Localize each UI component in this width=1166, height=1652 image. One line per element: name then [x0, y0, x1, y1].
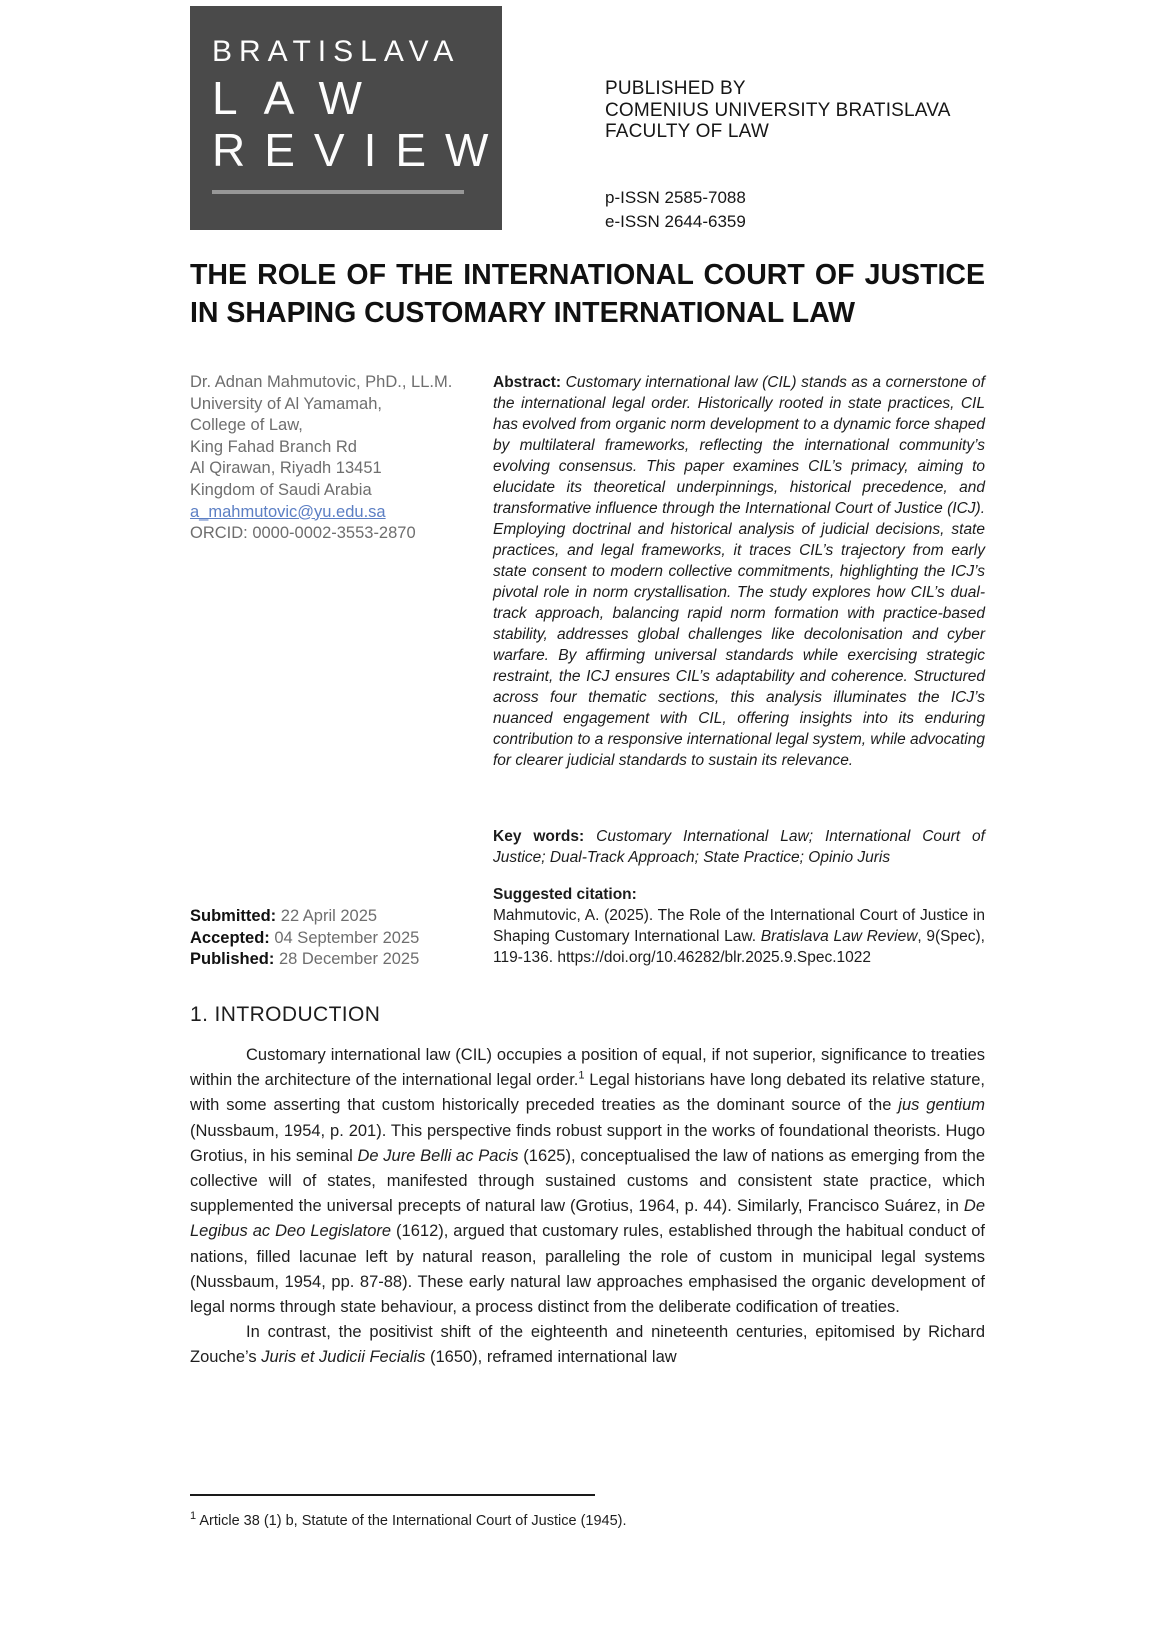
- article-title: [190, 256, 985, 332]
- accepted-date-row: [190, 928, 490, 950]
- abstract-label: Abstract:: [493, 374, 562, 391]
- author-orcid: ORCID: 0000-0002-3553-2870: [190, 524, 416, 543]
- footnote-1: [190, 1512, 985, 1531]
- author-email-link[interactable]: a_mahmutovic@yu.edu.sa: [190, 502, 386, 521]
- print-issn: p-ISSN 2585-7088: [605, 188, 746, 207]
- suggested-citation-text: Mahmutovic, A. (2025). The Role of the International Court of Justice in Shaping Customary International Law. Bratislava Law Review, 9(Spec), 119-136. https://doi.org/10.46282/blr.2025.9.Spec.1022: [493, 907, 985, 966]
- accepted-value: 04 September 2025: [274, 928, 420, 947]
- keywords-text: Customary International Law; International Court of Justice; Dual-Track Approach; State Practice; Opinio Juris: [493, 828, 985, 866]
- abstract: [493, 372, 985, 771]
- body-paragraph-2: In contrast, the positivist shift of the eighteenth and nineteenth centuries, epitomised by Richard Zouche’s Juris et Judicii Fecialis (1650), reframed international law: [190, 1323, 985, 1367]
- electronic-issn: e-ISSN 2644-6359: [605, 211, 746, 231]
- logo-word-review: REVIEW: [212, 124, 508, 176]
- footnote-separator: [190, 1494, 595, 1496]
- published-by-line: COMENIUS UNIVERSITY BRATISLAVA: [605, 99, 951, 121]
- author-address: Al Qirawan, Riyadh 13451: [190, 459, 382, 478]
- published-date-row: [190, 949, 490, 971]
- article-dates: [190, 906, 490, 971]
- logo-divider: [212, 190, 464, 194]
- logo-word-bratislava: BRATISLAVA: [212, 35, 461, 68]
- published-label: Published:: [190, 950, 275, 969]
- journal-logo: [190, 6, 508, 230]
- published-by-line: PUBLISHED BY: [605, 78, 746, 99]
- author-block: [190, 372, 490, 545]
- logo-word-law: LAW: [212, 72, 388, 124]
- published-value: 28 December 2025: [278, 950, 420, 969]
- section-heading-introduction: 1. INTRODUCTION: [190, 1003, 381, 1026]
- suggested-citation: [493, 884, 985, 968]
- author-name: Dr. Adnan Mahmutovic, PhD., LL.M.: [190, 373, 453, 391]
- author-affiliation: University of Al Yamamah,: [190, 394, 382, 413]
- footnote-text: Article 38 (1) b, Statute of the International Court of Justice (1945).: [196, 1513, 627, 1529]
- issn-block: [605, 186, 746, 233]
- submitted-label: Submitted:: [190, 907, 277, 925]
- author-address: Kingdom of Saudi Arabia: [190, 480, 372, 499]
- body-paragraph-1: Customary international law (CIL) occupies a position of equal, if not superior, significance to treaties within the architecture of the international legal order.$^1$ Legal historians have long debated its relative stature, with some asserting that custom historically preceded treaties as the dominant source of the jus gentium (Nussbaum, 1954, p. 201). This perspective finds robust support in the works of foundational theorists. Hugo Grotius, in his seminal De Jure Belli ac Pacis (1625), conceptualised the law of nations as emerging from the collective will of states, manifested through sustained customs and consistent state practice, which supplemented the universal precepts of natural law (Grotius, 1964, p. 44). Similarly, Francisco Suárez, in De Legibus ac Deo Legislatore (1612), argued that customary rules, established through the habitual conduct of nations, filled lacunae left by natural reason, paralleling the role of custom in municipal legal systems (Nussbaum, 1954, pp. 87-88). These early natural law approaches emphasised the organic development of legal norms through state behaviour, a process distinct from the deliberate codification of treaties.: [190, 1046, 986, 1317]
- keywords-label: Key words:: [493, 828, 585, 845]
- article-title-line1: THE ROLE OF THE INTERNATIONAL COURT OF JUSTICE: [190, 259, 985, 291]
- author-address: King Fahad Branch Rd: [190, 437, 357, 456]
- accepted-label: Accepted:: [190, 928, 270, 947]
- keywords: [493, 826, 985, 868]
- author-affiliation: College of Law,: [190, 416, 303, 435]
- publisher-block: [605, 78, 951, 143]
- footnote-marker: 1: [190, 1510, 197, 1523]
- suggested-citation-label: Suggested citation:: [493, 886, 637, 903]
- abstract-text: Customary international law (CIL) stands as a cornerstone of the international legal order. Historically rooted in state practices, CIL has evolved from organic norm development to a dynamic force shaped by multilateral frameworks, reflecting the international community’s evolving consensus. This paper examines CIL’s primacy, aiming to elucidate its theoretical underpinnings, historical precedence, and transformative influence through the International Court of Justice (ICJ). Employing doctrinal and historical analysis of judicial decisions, state practices, and legal frameworks, it traces CIL’s trajectory from early state consent to modern collective commitments, highlighting the ICJ’s pivotal role in norm crystallisation. The study explores how CIL’s dual-track approach, balancing rapid norm formation with practice-based stability, addresses global challenges like decolonisation and cyber warfare. By affirming universal standards while exercising strategic restraint, the ICJ ensures CIL’s adaptability and coherence. Structured across four thematic sections, this analysis illuminates the ICJ’s nuanced engagement with CIL, offering insights into its enduring contribution to a responsive international legal system, while advocating for clearer judicial standards to sustain its relevance.: [493, 374, 985, 769]
- article-title-line2: IN SHAPING CUSTOMARY INTERNATIONAL LAW: [190, 297, 856, 329]
- submitted-date-row: [190, 906, 490, 928]
- submitted-value: 22 April 2025: [280, 907, 378, 925]
- body-text: [190, 1043, 985, 1371]
- published-by-line: FACULTY OF LAW: [605, 121, 769, 142]
